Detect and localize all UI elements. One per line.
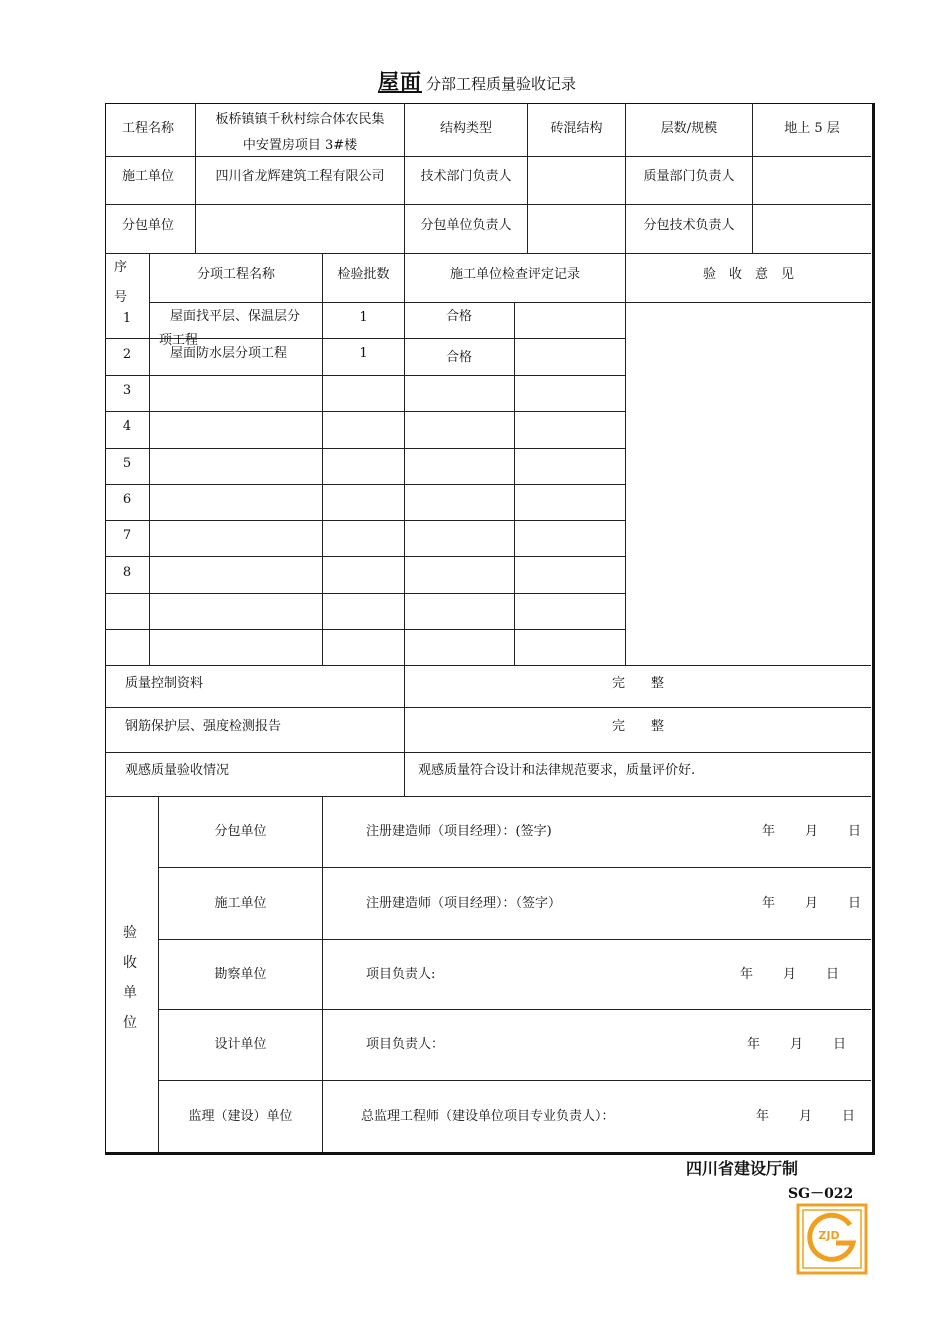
form-code: SG－022 — [788, 1186, 854, 1202]
acceptance-unit: 施工单位 — [214, 896, 267, 911]
summary-value: 完 整 — [611, 719, 664, 734]
acceptance-unit: 勘察单位 — [214, 967, 267, 982]
col-line — [514, 302, 515, 665]
item-seq: 6 — [122, 492, 132, 507]
date-year: 年 — [747, 1037, 761, 1052]
batches-header: 检验批数 — [337, 267, 390, 282]
item-name-line2: 项工程 — [159, 333, 199, 348]
item-name-header: 分项工程名称 — [196, 267, 275, 282]
date-day: 日 — [848, 824, 862, 839]
page-title — [0, 66, 950, 96]
date-year: 年 — [762, 896, 776, 911]
row-line — [105, 375, 625, 376]
acceptance-signer: 项目负责人: — [366, 967, 436, 982]
acceptance-side-label — [120, 918, 140, 1038]
date-month: 月 — [790, 1037, 804, 1052]
item-result: 合格 — [446, 309, 473, 324]
summary-value: 完 整 — [611, 676, 664, 691]
date-day: 日 — [848, 896, 862, 911]
sub-tech-head-label: 分包技术负责人 — [643, 218, 735, 233]
row-line — [105, 556, 625, 557]
seq-header-clip — [105, 290, 149, 305]
item-seq: 2 — [122, 347, 132, 362]
row-line — [105, 520, 625, 521]
row-line — [105, 629, 625, 630]
date-month: 月 — [783, 967, 797, 982]
floors-value: 地上 5 层 — [784, 121, 840, 136]
zjd-logo-icon — [796, 1203, 868, 1275]
title-suffix: 分部工程质量验收记录 — [425, 75, 576, 93]
side-char: 单 — [123, 985, 137, 1001]
item-seq: 8 — [122, 565, 132, 580]
item-result: 合格 — [446, 350, 473, 365]
date-month: 月 — [805, 824, 819, 839]
date-year: 年 — [740, 967, 754, 982]
summary-label: 质量控制资料 — [125, 676, 204, 691]
row-line — [158, 867, 871, 868]
date-month: 月 — [799, 1109, 813, 1124]
item-seq: 5 — [122, 456, 132, 471]
acceptance-signer: 注册建造师（项目经理）：（签字） — [366, 896, 562, 911]
acceptance-signer: 注册建造师（项目经理）：(签字) — [366, 824, 552, 839]
summary-label: 观感质量验收情况 — [125, 763, 230, 778]
side-char: 验 — [123, 925, 137, 941]
floors-label: 层数/规模 — [660, 121, 718, 136]
opinion-header: 验 收 意 见 — [702, 267, 794, 282]
contractor-value: 四川省龙辉建筑工程有限公司 — [215, 169, 385, 184]
acceptance-unit: 设计单位 — [214, 1037, 267, 1052]
item-batches: 1 — [359, 310, 368, 325]
title-main: 屋面 — [377, 70, 422, 94]
row-line — [105, 593, 625, 594]
summary-label: 钢筋保护层、强度检测报告 — [125, 719, 282, 734]
row-line — [158, 1009, 871, 1010]
project-name-value-line2: 中安置房项目 3#楼 — [242, 138, 358, 153]
side-char: 收 — [123, 955, 137, 971]
row-line — [149, 302, 871, 303]
date-day: 日 — [842, 1109, 856, 1124]
row-line — [105, 204, 871, 205]
row-line — [158, 939, 871, 940]
date-day: 日 — [833, 1037, 847, 1052]
col-line — [625, 103, 626, 665]
row-line — [105, 484, 625, 485]
acceptance-signer: 总监理工程师（建设单位项目专业负责人）： — [361, 1109, 615, 1124]
col-line — [322, 796, 323, 1152]
issuer-label: 四川省建设厅制 — [686, 1159, 799, 1178]
item-seq: 7 — [122, 528, 132, 543]
item-name: 屋面找平层、保温层分 — [170, 309, 301, 324]
date-month: 月 — [805, 896, 819, 911]
row-line — [105, 156, 871, 157]
structure-type-value: 砖混结构 — [550, 121, 603, 136]
date-day: 日 — [826, 967, 840, 982]
subcontractor-label: 分包单位 — [122, 218, 175, 233]
row-line — [105, 448, 625, 449]
item-name-clip — [150, 333, 322, 348]
side-char: 位 — [123, 1015, 137, 1031]
item-batches: 1 — [359, 346, 368, 361]
row-line — [105, 665, 871, 666]
acceptance-unit: 分包单位 — [214, 824, 267, 839]
seq-header: 序 — [114, 260, 128, 275]
quality-head-label: 质量部门负责人 — [643, 169, 735, 184]
project-name-label: 工程名称 — [122, 121, 175, 136]
item-seq: 4 — [122, 419, 132, 434]
row-line — [105, 752, 871, 753]
contractor-label: 施工单位 — [122, 169, 175, 184]
project-name-value-line1: 板桥镇镇千秋村综合体农民集 — [215, 112, 385, 127]
acceptance-signer: 项目负责人： — [366, 1037, 445, 1052]
logo-text: ZJD — [818, 1229, 840, 1242]
acceptance-unit: 监理（建设）单位 — [188, 1109, 293, 1124]
record-header: 施工单位检查评定记录 — [449, 267, 580, 282]
item-name: 屋面防水层分项工程 — [170, 346, 288, 361]
date-year: 年 — [762, 824, 776, 839]
col-line — [404, 253, 405, 796]
row-line — [105, 411, 625, 412]
row-line — [105, 796, 871, 797]
item-seq: 3 — [122, 383, 132, 398]
tech-head-label: 技术部门负责人 — [420, 169, 512, 184]
structure-type-label: 结构类型 — [439, 121, 492, 136]
date-year: 年 — [756, 1109, 770, 1124]
sub-head-label: 分包单位负责人 — [420, 218, 512, 233]
col-line — [149, 253, 150, 665]
row-line — [158, 1080, 871, 1081]
summary-value: 观感质量符合设计和法律规范要求，质量评价好. — [418, 763, 696, 778]
row-line — [105, 253, 871, 254]
seq-header-line2: 号 — [114, 290, 128, 305]
item-seq: 1 — [122, 311, 132, 326]
row-line — [105, 707, 871, 708]
